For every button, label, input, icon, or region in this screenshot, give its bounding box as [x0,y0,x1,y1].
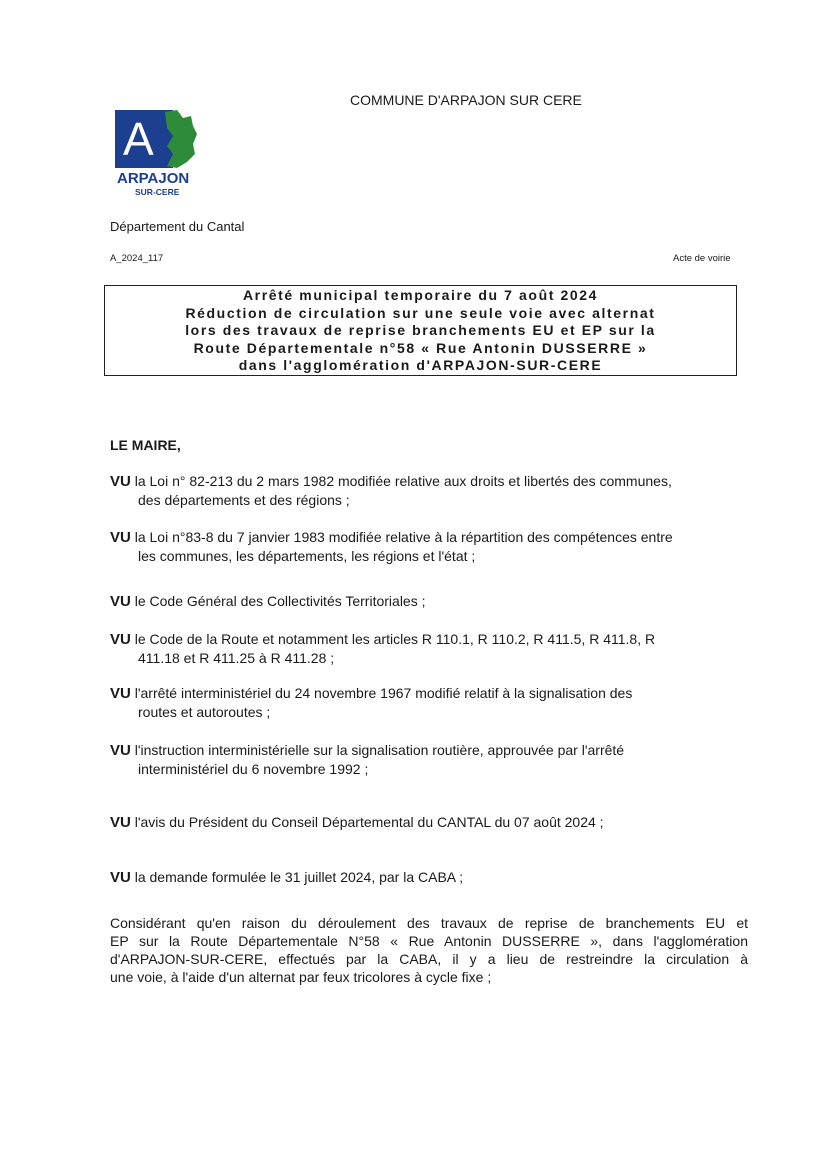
title-box [104,285,737,376]
vu-keyword: VU [110,869,131,886]
vu-text-cont: 411.18 et R 411.25 à R 411.28 ; [138,650,335,666]
vu-text-cont: routes et autoroutes ; [138,704,271,720]
vu-text: l'avis du Président du Conseil Départemental du CANTAL du 07 août 2024 ; [134,814,604,830]
department-label: Département du Cantal [110,219,245,234]
vu-keyword: VU [110,742,131,759]
logo-subname: SUR-CERE [135,187,180,197]
vu-clause [110,813,750,832]
vu-clause [110,472,750,509]
vu-text: l'instruction interministérielle sur la signalisation routière, approuvée par l'arrêté [134,742,625,758]
le-maire-heading: LE MAIRE, [110,437,181,453]
vu-keyword: VU [110,631,131,648]
vu-keyword: VU [110,593,131,610]
title-line: Réduction de circulation sur une seule voie avec alternat [185,304,656,321]
logo-letter: A [123,113,154,165]
title-line: dans l'agglomération d'ARPAJON-SUR-CERE [238,357,603,373]
vu-text-cont: interministériel du 6 novembre 1992 ; [138,761,369,777]
vu-text-cont: les communes, les départements, les régions et l'état ; [138,548,476,564]
considerant-line: EP sur la Route Départementale N°58 « Rue Antonin DUSSERRE », dans l'agglomération [110,933,748,949]
logo-green-shape [163,110,197,170]
title-line: Route Départementale n°58 « Rue Antonin DUSSERRE » [193,339,648,356]
vu-text: la Loi n° 82-213 du 2 mars 1982 modifiée relative aux droits et libertés des communes, [134,473,672,489]
vu-text: l'arrêté interministériel du 24 novembre 1967 modifié relatif à la signalisation des [134,685,633,701]
vu-text: la demande formulée le 31 juillet 2024, par la CABA ; [134,869,464,885]
vu-keyword: VU [110,473,131,490]
vu-text: le Code de la Route et notamment les articles R 110.1, R 110.2, R 411.5, R 411.8, R [134,631,656,647]
considerant-line: une voie, à l'aide d'un alternat par feux tricolores à cycle fixe ; [110,969,492,985]
document-type: Acte de voirie [673,253,731,264]
vu-clause [110,868,750,887]
title-line: Arrêté municipal temporaire du 7 août 2024 [242,287,599,303]
vu-keyword: VU [110,814,131,831]
vu-clause [110,592,750,611]
considerant-line: Considérant qu'en raison du déroulement des travaux de reprise de branchements EU et [110,915,748,931]
arpajon-logo [115,110,197,202]
considerant-paragraph [110,914,748,986]
vu-text: le Code Général des Collectivités Territoriales ; [134,593,426,609]
vu-clause [110,630,750,667]
vu-keyword: VU [110,685,131,702]
considerant-line: d'ARPAJON-SUR-CERE, effectués par la CABA, il y a lieu de restreindre la circulation à [110,951,748,967]
vu-clause [110,528,750,565]
reference-number: A_2024_117 [110,253,164,264]
vu-clause [110,741,750,778]
vu-text: la Loi n°83-8 du 7 janvier 1983 modifiée relative à la répartition des compétences entre [134,529,673,545]
logo-name: ARPAJON [117,170,190,187]
commune-heading: COMMUNE D'ARPAJON SUR CERE [350,92,582,108]
vu-text-cont: des départements et des régions ; [138,492,350,508]
vu-keyword: VU [110,529,131,546]
vu-clause [110,684,750,721]
title-line: lors des travaux de reprise branchements EU et EP sur la [185,322,656,338]
